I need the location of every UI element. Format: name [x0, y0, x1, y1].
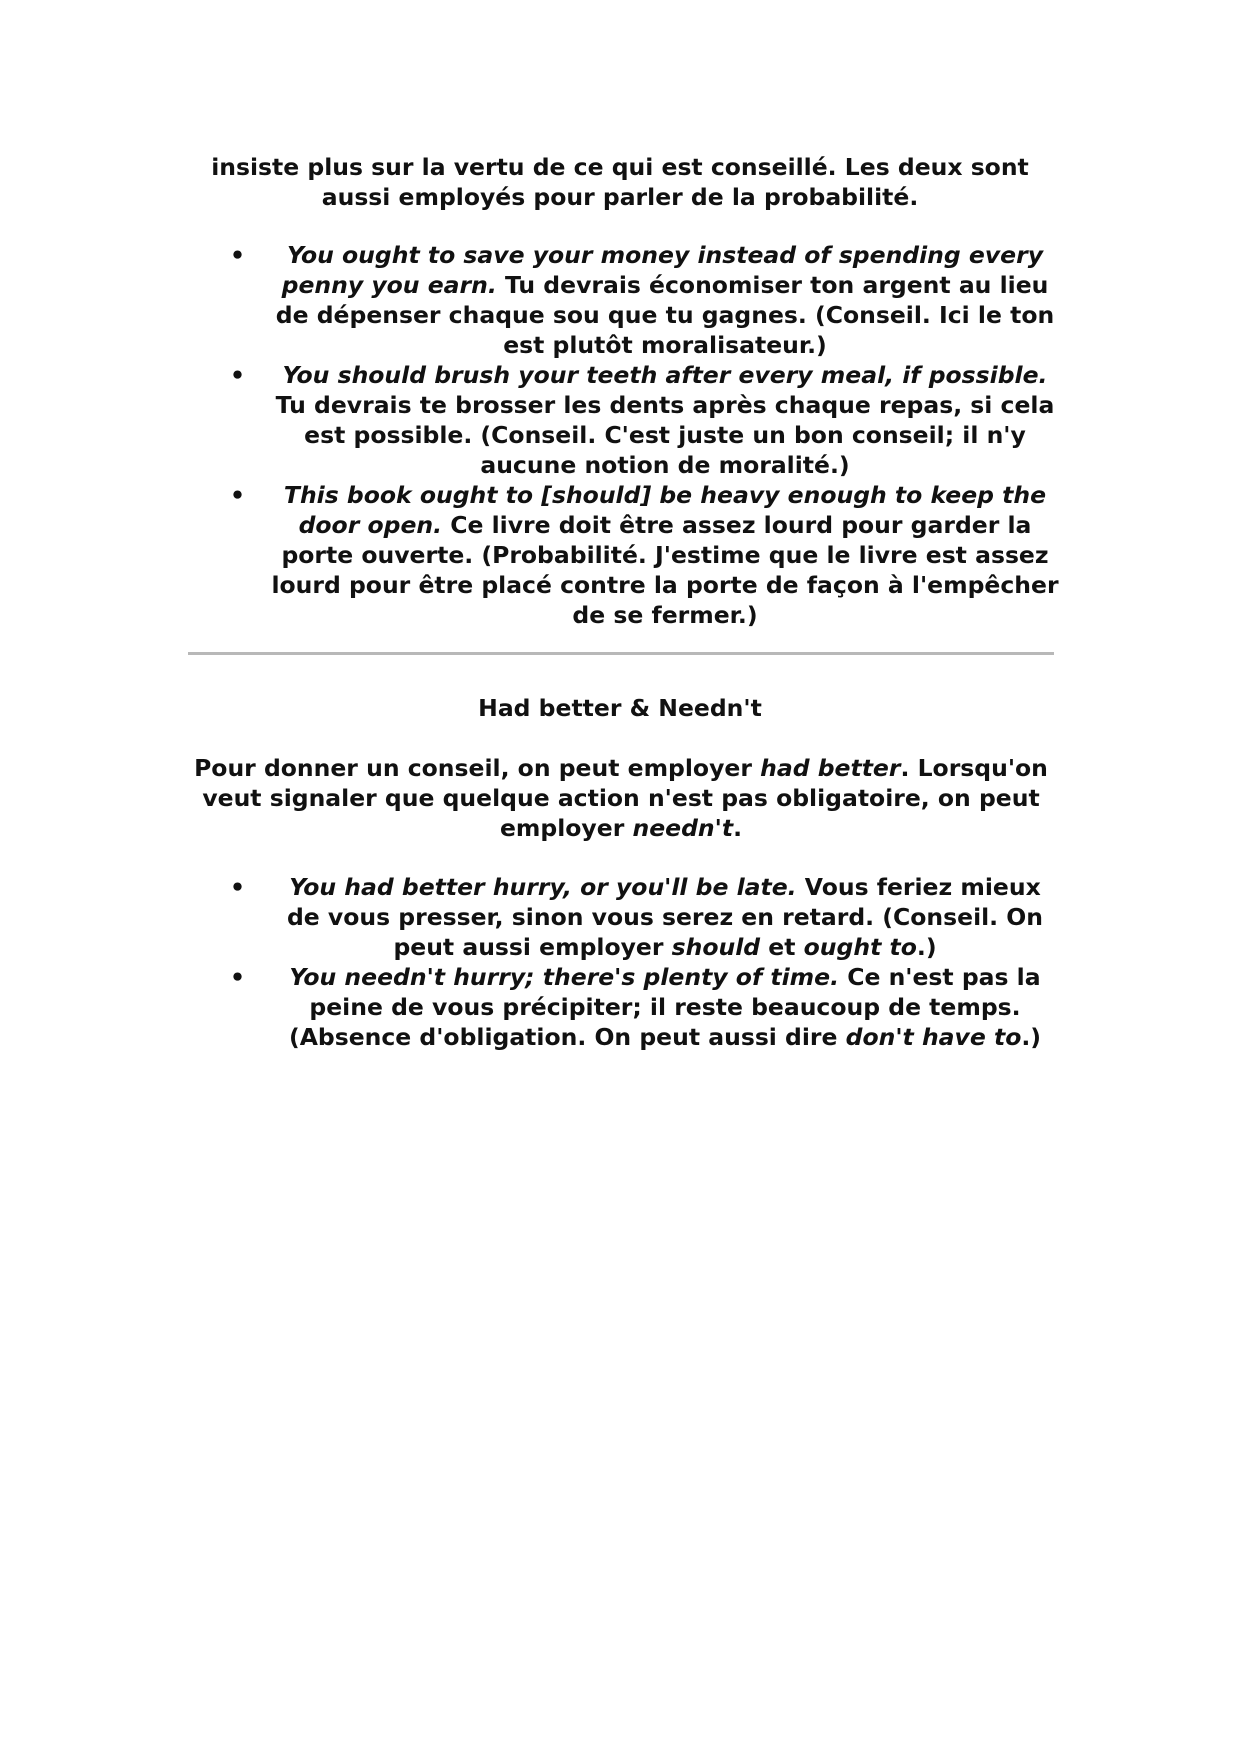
- list-item: [230, 480, 1060, 630]
- french-translation: Ce n'est pas la peine de vous précipiter; il reste beaucoup de temps. (Absence d'obligation. On peut aussi dire: [288, 963, 1041, 1051]
- term-dont-have-to: don't have to: [845, 1023, 1022, 1051]
- rule-text: . Lorsqu'on veut signaler que quelque action n'est pas obligatoire, on peut employer: [202, 754, 1048, 842]
- example-list-1: [230, 240, 1060, 630]
- list-item: [230, 240, 1060, 360]
- term-should: should: [671, 933, 761, 961]
- french-translation: Tu devrais te brosser les dents après chaque repas, si cela est possible. (Conseil. C'est juste un bon conseil; il n'y aucune notion de moralité.): [275, 391, 1055, 479]
- french-translation: .): [1021, 1023, 1042, 1051]
- example-list-2: [230, 872, 1060, 1052]
- section-divider: [188, 652, 1054, 655]
- french-translation: Ce livre doit être assez lourd pour garder la porte ouverte. (Probabilité. J'estime que le livre est assez lourd pour être placé contre la porte de façon à l'empêcher de se fermer.): [271, 511, 1059, 629]
- section-heading: Had better & Needn't: [478, 694, 762, 722]
- bullet-icon: •: [230, 241, 246, 269]
- term-neednt: needn't: [632, 814, 734, 842]
- list-item: [230, 962, 1060, 1052]
- bullet-icon: •: [230, 963, 246, 991]
- rule-text: Pour donner un conseil, on peut employer: [194, 754, 761, 782]
- french-translation: Vous feriez mieux de vous presser, sinon vous serez en retard. (Conseil. On peut aussi employer: [286, 873, 1044, 961]
- intro-paragraph: insiste plus sur la vertu de ce qui est conseillé. Les deux sont aussi employés pour parler de la probabilité.: [211, 153, 1029, 211]
- rule-paragraph: [186, 753, 1056, 843]
- english-example: You had better hurry, or you'll be late.: [289, 873, 797, 901]
- list-item: [230, 360, 1060, 480]
- term-ought-to: ought to: [803, 933, 917, 961]
- english-example: You ought to save your money instead of spending every penny you earn.: [281, 241, 1044, 299]
- english-example: You needn't hurry; there's plenty of time.: [289, 963, 840, 991]
- english-example: This book ought to [should] be heavy enough to keep the door open.: [283, 481, 1047, 539]
- bullet-icon: •: [230, 873, 246, 901]
- french-translation: et: [760, 933, 804, 961]
- bullet-icon: •: [230, 481, 246, 509]
- english-example: You should brush your teeth after every meal, if possible.: [282, 361, 1048, 389]
- french-translation: Tu devrais économiser ton argent au lieu de dépenser chaque sou que tu gagnes. (Conseil. Ici le ton est plutôt moralisateur.): [275, 271, 1055, 359]
- french-translation: .): [916, 933, 937, 961]
- rule-text: .: [733, 814, 742, 842]
- bullet-icon: •: [230, 361, 246, 389]
- list-item: [230, 872, 1060, 962]
- term-had-better: had better: [760, 754, 901, 782]
